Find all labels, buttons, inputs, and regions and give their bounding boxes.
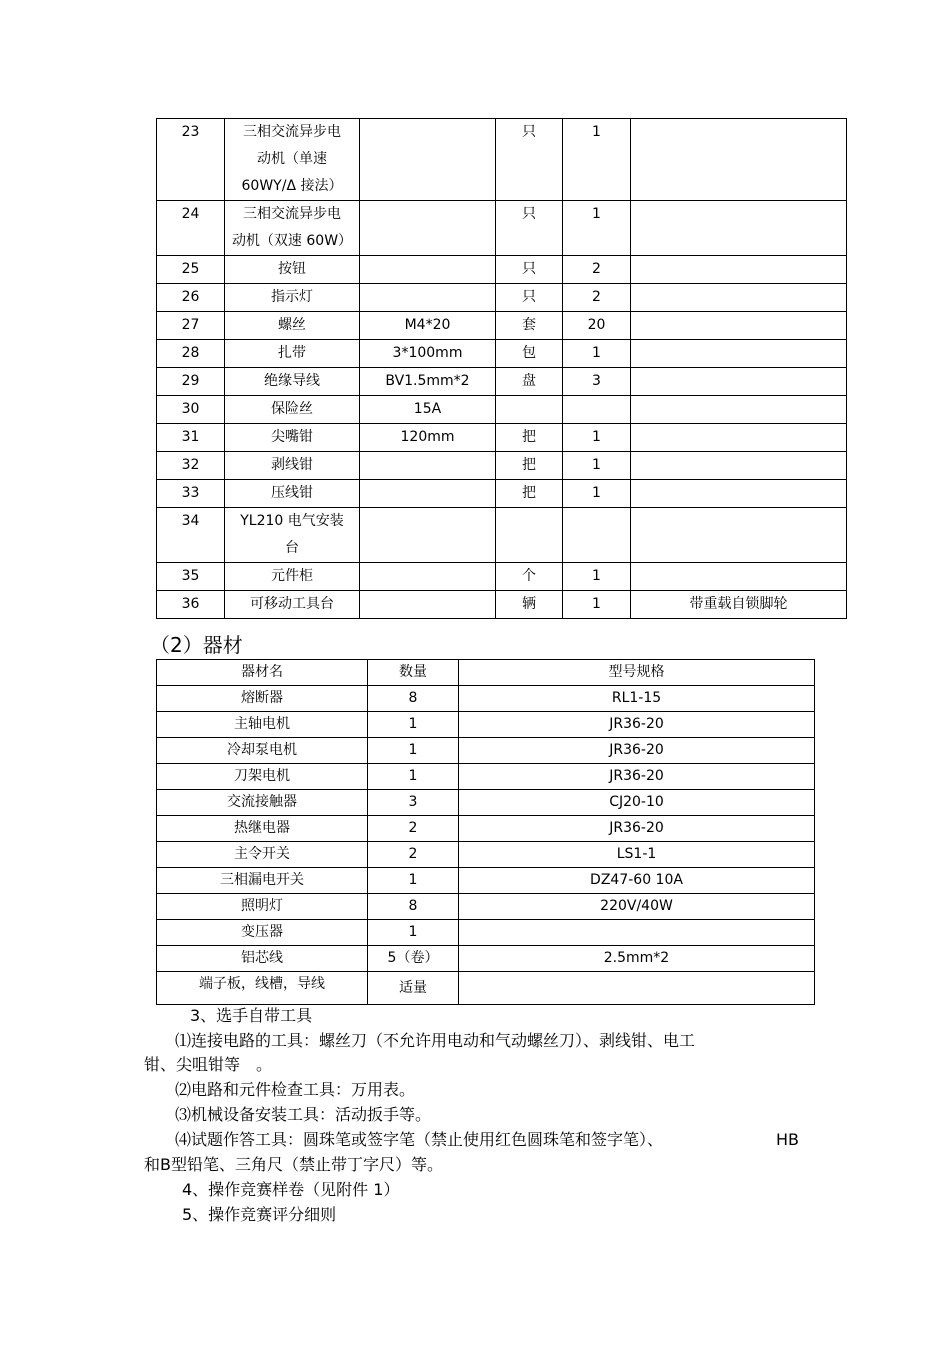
item-spec bbox=[360, 563, 496, 591]
header-model-spec: 型号规格 bbox=[459, 660, 815, 686]
paragraph-tools-1-cont: 钳、尖咀钳等 。 bbox=[144, 1055, 273, 1074]
item-spec bbox=[360, 480, 496, 508]
item-number: 23 bbox=[157, 119, 225, 201]
materials-row bbox=[157, 816, 815, 842]
materials-row bbox=[157, 790, 815, 816]
item-quantity: 2 bbox=[563, 256, 631, 284]
materials-row bbox=[157, 868, 815, 894]
equipment-row bbox=[157, 591, 847, 619]
item-name bbox=[225, 563, 360, 591]
item-remark bbox=[631, 563, 847, 591]
materials-row bbox=[157, 842, 815, 868]
materials-table bbox=[156, 659, 815, 1005]
item-name bbox=[225, 312, 360, 340]
item-quantity: 1 bbox=[563, 452, 631, 480]
material-quantity: 8 bbox=[368, 686, 459, 712]
material-quantity: 2 bbox=[368, 816, 459, 842]
materials-row bbox=[157, 920, 815, 946]
paragraph-tools-4-hb: HB bbox=[776, 1130, 800, 1149]
item-quantity: 20 bbox=[563, 312, 631, 340]
equipment-row bbox=[157, 480, 847, 508]
materials-row bbox=[157, 764, 815, 790]
item-number: 28 bbox=[157, 340, 225, 368]
item-spec bbox=[360, 591, 496, 619]
item-quantity: 1 bbox=[563, 201, 631, 256]
item-name bbox=[225, 368, 360, 396]
section-2-title: （2）器材 bbox=[150, 633, 243, 657]
item-name-line: 60WY/Δ 接法） bbox=[241, 178, 343, 194]
item-name-line: 指示灯 bbox=[271, 289, 313, 305]
item-name-line: 绝缘导线 bbox=[264, 373, 320, 389]
item-unit: 个 bbox=[496, 563, 563, 591]
item-unit: 把 bbox=[496, 424, 563, 452]
item-name-line: 三相交流异步电 bbox=[243, 124, 341, 140]
header-quantity: 数量 bbox=[368, 660, 459, 686]
paragraph-tools-1: ⑴连接电路的工具：螺丝刀（不允许用电动和气动螺丝刀）、剥线钳、电工 bbox=[175, 1031, 696, 1050]
material-quantity: 8 bbox=[368, 894, 459, 920]
paragraph-tools-2: ⑵电路和元件检查工具：万用表。 bbox=[175, 1080, 416, 1099]
item-spec: 15A bbox=[360, 396, 496, 424]
item-name bbox=[225, 396, 360, 424]
materials-row bbox=[157, 738, 815, 764]
item-unit: 把 bbox=[496, 452, 563, 480]
header-material-name: 器材名 bbox=[157, 660, 368, 686]
item-remark bbox=[631, 119, 847, 201]
item-name bbox=[225, 480, 360, 508]
item-spec bbox=[360, 452, 496, 480]
material-quantity: 2 bbox=[368, 842, 459, 868]
item-spec bbox=[360, 201, 496, 256]
item-name bbox=[225, 284, 360, 312]
material-quantity: 1 bbox=[368, 868, 459, 894]
material-name: 交流接触器 bbox=[157, 790, 368, 816]
materials-row bbox=[157, 972, 815, 1005]
material-name: 主令开关 bbox=[157, 842, 368, 868]
equipment-row bbox=[157, 312, 847, 340]
material-quantity: 适量 bbox=[368, 972, 459, 1005]
paragraph-tools-3: ⑶机械设备安装工具：活动扳手等。 bbox=[175, 1105, 432, 1124]
item-unit: 只 bbox=[496, 284, 563, 312]
material-name: 照明灯 bbox=[157, 894, 368, 920]
item-remark bbox=[631, 256, 847, 284]
item-number: 33 bbox=[157, 480, 225, 508]
item-name bbox=[225, 256, 360, 284]
material-spec bbox=[459, 972, 815, 1005]
item-number: 26 bbox=[157, 284, 225, 312]
item-name bbox=[225, 452, 360, 480]
equipment-row bbox=[157, 563, 847, 591]
item-spec: BV1.5mm*2 bbox=[360, 368, 496, 396]
item-spec bbox=[360, 256, 496, 284]
equipment-row bbox=[157, 284, 847, 312]
item-remark bbox=[631, 312, 847, 340]
item-remark bbox=[631, 284, 847, 312]
material-quantity: 1 bbox=[368, 738, 459, 764]
item-remark bbox=[631, 396, 847, 424]
material-name: 冷却泵电机 bbox=[157, 738, 368, 764]
materials-row bbox=[157, 894, 815, 920]
item-quantity bbox=[563, 396, 631, 424]
item-unit: 辆 bbox=[496, 591, 563, 619]
item-unit: 只 bbox=[496, 119, 563, 201]
equipment-row bbox=[157, 201, 847, 256]
item-unit: 盘 bbox=[496, 368, 563, 396]
item-quantity: 1 bbox=[563, 591, 631, 619]
item-spec bbox=[360, 119, 496, 201]
item-unit: 只 bbox=[496, 256, 563, 284]
item-number: 30 bbox=[157, 396, 225, 424]
material-spec bbox=[459, 920, 815, 946]
materials-row bbox=[157, 946, 815, 972]
item-name-line: 动机（双速 60W） bbox=[231, 233, 353, 249]
item-number: 34 bbox=[157, 508, 225, 563]
equipment-table bbox=[156, 118, 847, 619]
item-remark bbox=[631, 480, 847, 508]
item-quantity: 2 bbox=[563, 284, 631, 312]
item-number: 31 bbox=[157, 424, 225, 452]
material-name: 熔断器 bbox=[157, 686, 368, 712]
item-name-line: 三相交流异步电 bbox=[243, 206, 341, 222]
item-name-line: 台 bbox=[285, 540, 299, 556]
item-name bbox=[225, 340, 360, 368]
item-quantity: 3 bbox=[563, 368, 631, 396]
item-name-line: 剥线钳 bbox=[271, 457, 313, 473]
material-spec: 2.5mm*2 bbox=[459, 946, 815, 972]
paragraph-tools-4: ⑷试题作答工具：圆珠笔或签字笔（禁止使用红色圆珠笔和签字笔）、 bbox=[175, 1130, 664, 1149]
item-remark bbox=[631, 508, 847, 563]
item-number: 29 bbox=[157, 368, 225, 396]
material-spec: RL1-15 bbox=[459, 686, 815, 712]
equipment-row bbox=[157, 119, 847, 201]
material-quantity: 1 bbox=[368, 712, 459, 738]
item-quantity: 1 bbox=[563, 563, 631, 591]
material-name: 刀架电机 bbox=[157, 764, 368, 790]
item-quantity: 1 bbox=[563, 340, 631, 368]
equipment-row bbox=[157, 256, 847, 284]
item-name-line: 按钮 bbox=[278, 261, 306, 277]
item-unit: 包 bbox=[496, 340, 563, 368]
item-name bbox=[225, 424, 360, 452]
item-number: 32 bbox=[157, 452, 225, 480]
item-quantity: 1 bbox=[563, 424, 631, 452]
item-number: 24 bbox=[157, 201, 225, 256]
item-spec bbox=[360, 508, 496, 563]
item-quantity bbox=[563, 508, 631, 563]
item-number: 27 bbox=[157, 312, 225, 340]
equipment-row bbox=[157, 340, 847, 368]
paragraph-3-title: 3、选手自带工具 bbox=[190, 1006, 313, 1025]
paragraph-tools-4-cont: 和B型铅笔、三角尺（禁止带丁字尺）等。 bbox=[144, 1155, 443, 1174]
material-quantity: 5（卷） bbox=[368, 946, 459, 972]
material-quantity: 3 bbox=[368, 790, 459, 816]
item-number: 35 bbox=[157, 563, 225, 591]
item-spec bbox=[360, 284, 496, 312]
item-name-line: 可移动工具台 bbox=[250, 596, 334, 612]
item-name-line: 压线钳 bbox=[271, 485, 313, 501]
item-name bbox=[225, 201, 360, 256]
item-number: 36 bbox=[157, 591, 225, 619]
item-quantity: 1 bbox=[563, 480, 631, 508]
paragraph-4-title: 4、操作竞赛样卷（见附件 1） bbox=[182, 1180, 400, 1199]
equipment-row bbox=[157, 368, 847, 396]
material-spec: JR36-20 bbox=[459, 738, 815, 764]
equipment-row bbox=[157, 508, 847, 563]
materials-row bbox=[157, 712, 815, 738]
materials-row bbox=[157, 686, 815, 712]
item-unit: 只 bbox=[496, 201, 563, 256]
material-spec: JR36-20 bbox=[459, 764, 815, 790]
material-name: 三相漏电开关 bbox=[157, 868, 368, 894]
material-spec: JR36-20 bbox=[459, 816, 815, 842]
item-remark bbox=[631, 368, 847, 396]
item-name-line: YL210 电气安装 bbox=[240, 513, 344, 529]
item-spec: M4*20 bbox=[360, 312, 496, 340]
material-name: 热继电器 bbox=[157, 816, 368, 842]
material-name: 铝芯线 bbox=[157, 946, 368, 972]
item-name-line: 尖嘴钳 bbox=[271, 429, 313, 445]
equipment-row bbox=[157, 452, 847, 480]
item-remark bbox=[631, 424, 847, 452]
materials-header-row bbox=[157, 660, 815, 686]
paragraph-5-title: 5、操作竞赛评分细则 bbox=[182, 1205, 337, 1224]
item-unit bbox=[496, 508, 563, 563]
item-unit: 套 bbox=[496, 312, 563, 340]
material-spec: 220V/40W bbox=[459, 894, 815, 920]
item-name bbox=[225, 508, 360, 563]
material-name: 变压器 bbox=[157, 920, 368, 946]
material-spec: CJ20-10 bbox=[459, 790, 815, 816]
item-remark: 带重载自锁脚轮 bbox=[631, 591, 847, 619]
material-spec: LS1-1 bbox=[459, 842, 815, 868]
equipment-row bbox=[157, 396, 847, 424]
material-spec: JR36-20 bbox=[459, 712, 815, 738]
item-name bbox=[225, 591, 360, 619]
material-name: 端子板，线槽，导线 bbox=[157, 972, 368, 1005]
material-spec: DZ47-60 10A bbox=[459, 868, 815, 894]
item-name-line: 螺丝 bbox=[278, 317, 306, 333]
item-remark bbox=[631, 452, 847, 480]
equipment-row bbox=[157, 424, 847, 452]
item-name bbox=[225, 119, 360, 201]
item-number: 25 bbox=[157, 256, 225, 284]
item-remark bbox=[631, 201, 847, 256]
item-unit bbox=[496, 396, 563, 424]
item-name-line: 保险丝 bbox=[271, 401, 313, 417]
item-spec: 3*100mm bbox=[360, 340, 496, 368]
item-quantity: 1 bbox=[563, 119, 631, 201]
material-quantity: 1 bbox=[368, 920, 459, 946]
item-name-line: 扎带 bbox=[278, 345, 306, 361]
item-remark bbox=[631, 340, 847, 368]
item-name-line: 动机（单速 bbox=[257, 151, 327, 167]
material-quantity: 1 bbox=[368, 764, 459, 790]
item-unit: 把 bbox=[496, 480, 563, 508]
item-name-line: 元件柜 bbox=[271, 568, 313, 584]
item-spec: 120mm bbox=[360, 424, 496, 452]
material-name: 主轴电机 bbox=[157, 712, 368, 738]
